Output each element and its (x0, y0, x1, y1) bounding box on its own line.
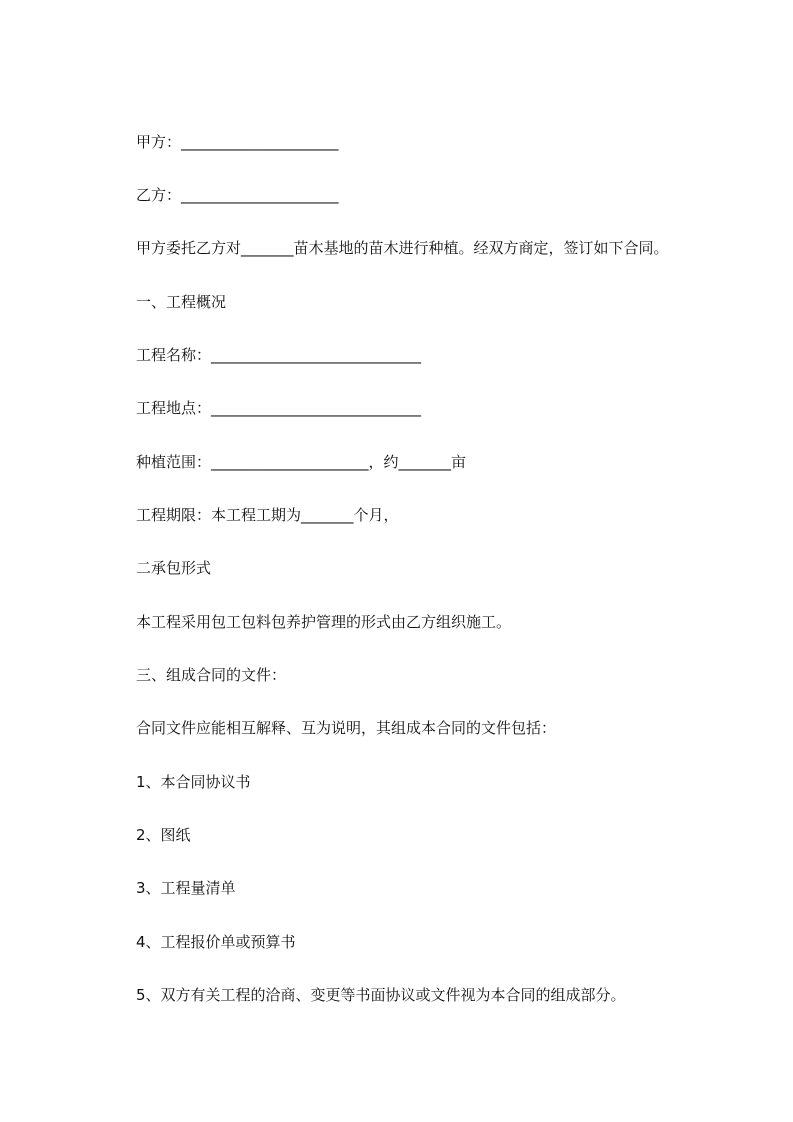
planting-scope-line: 种植范围：_____________________，约_______亩 (136, 453, 467, 471)
contract-documents-paragraph: 合同文件应能相互解释、互为说明，其组成本合同的文件包括： (136, 719, 557, 737)
intro-paragraph: 甲方委托乙方对_______苗木基地的苗木进行种植。经双方商定，签订如下合同。 (136, 239, 669, 257)
project-location-line: 工程地点：____________________________ (136, 399, 422, 417)
project-name-line: 工程名称：____________________________ (136, 346, 422, 364)
party-b-line: 乙方：_____________________ (136, 186, 339, 204)
list-item: 3、工程量清单 (136, 879, 236, 897)
section-2-heading: 二承包形式 (136, 559, 212, 577)
list-item: 1、本合同协议书 (136, 773, 251, 791)
section-1-heading: 一、工程概况 (136, 293, 227, 311)
list-item: 2、图纸 (136, 826, 191, 844)
list-item: 4、工程报价单或预算书 (136, 933, 296, 951)
contract-form-paragraph: 本工程采用包工包料包养护管理的形式由乙方组织施工。 (136, 613, 512, 631)
section-3-heading: 三、组成合同的文件： (136, 666, 287, 684)
party-a-line: 甲方：_____________________ (136, 133, 339, 151)
project-duration-line: 工程期限：本工程工期为_______个月， (136, 506, 399, 524)
list-item: 5、双方有关工程的洽商、变更等书面协议或文件视为本合同的组成部分。 (136, 986, 626, 1004)
